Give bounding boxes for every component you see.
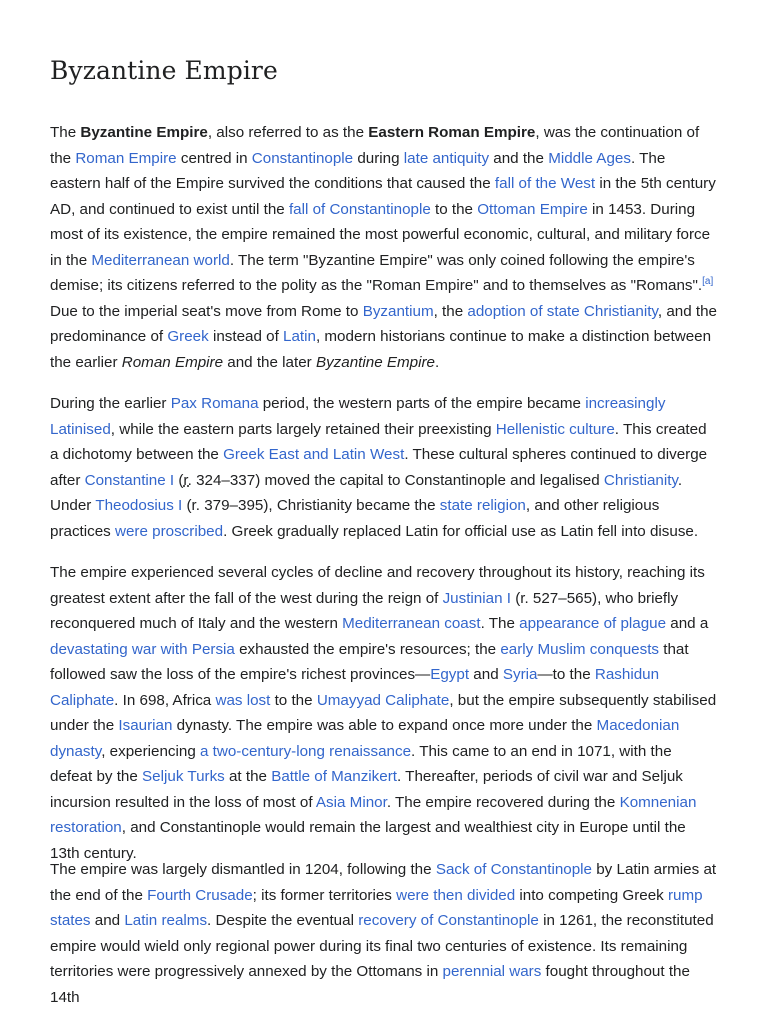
link-rashidun-caliphate[interactable]: Rashidun Caliphate <box>50 666 660 709</box>
text: 324–337) moved the capital to Constantinople and legalised <box>191 471 604 489</box>
link-late-antiquity[interactable]: late antiquity <box>403 149 490 167</box>
text: , experiencing <box>101 742 200 760</box>
link-syria[interactable]: Syria <box>502 666 538 683</box>
link-increasingly-latinised[interactable]: increasingly Latinised <box>50 395 666 438</box>
text: . The eastern half of the Empire survived the conditions that caused the <box>50 149 666 192</box>
text: . The term "Byzantine Empire" was only coined following the empire's demise; its citizens referred to the polity as the "Roman Empire" and to themselves as "Romans". <box>50 251 703 294</box>
link-were-proscribed[interactable]: were proscribed <box>115 522 224 540</box>
text: ; its former territories <box>252 886 397 904</box>
link-mediterranean-coast[interactable]: Mediterranean coast <box>342 615 481 632</box>
text: dynasty. The empire was able to expand once more under the <box>172 717 597 734</box>
footnote-link[interactable]: [a] <box>702 275 714 287</box>
link-rump-states[interactable]: rump states <box>50 886 703 929</box>
link-middle-ages[interactable]: Middle Ages <box>548 149 631 167</box>
link-hellenistic-culture[interactable]: Hellenistic culture <box>495 420 615 438</box>
text: fought throughout the 14th <box>50 963 690 1006</box>
bold-term: Eastern Roman Empire <box>368 124 536 141</box>
link-roman-empire[interactable]: Roman Empire <box>75 149 177 167</box>
text: , also referred to as the <box>207 124 369 141</box>
text: , while the eastern parts largely retained their preexisting <box>110 420 496 438</box>
link-macedonian-dynasty[interactable]: Macedonian dynasty <box>50 717 680 760</box>
text: , modern historians continue to make a distinction between the earlier <box>50 328 712 371</box>
link-byzantium[interactable]: Byzantium <box>362 302 434 320</box>
link-mediterranean-world[interactable]: Mediterranean world <box>91 251 230 269</box>
italic-term: Byzantine Empire <box>315 353 435 371</box>
link-pax-romana[interactable]: Pax Romana <box>170 395 259 412</box>
text: , and Constantinople would remain the largest and wealthiest city in Europe until the 13th century. <box>50 819 686 862</box>
text: , was the continuation of the <box>50 124 700 167</box>
text: During the earlier <box>50 395 171 412</box>
link-recovery-of-constantinople[interactable]: recovery of Constantinople <box>358 912 539 929</box>
text: at the <box>224 768 272 785</box>
text: . In 698, Africa <box>114 691 216 709</box>
text: . Thereafter, periods of civil war and Seljuk incursion resulted in the loss of most of <box>50 768 683 811</box>
link-state-religion[interactable]: state religion <box>439 497 526 514</box>
link-renaissance[interactable]: a two-century-long renaissance <box>200 742 412 760</box>
link-komnenian-restoration[interactable]: Komnenian restoration <box>50 793 697 836</box>
text: , but the empire subsequently stabilised under the <box>50 691 717 734</box>
text: instead of <box>208 328 284 345</box>
link-fall-of-the-west[interactable]: fall of the West <box>494 175 596 192</box>
text: . These cultural spheres continued to diverge after <box>50 446 708 489</box>
link-battle-of-manzikert[interactable]: Battle of Manzikert <box>271 768 397 785</box>
link-latin-realms[interactable]: Latin realms <box>124 912 208 929</box>
bold-term: Byzantine Empire <box>80 124 208 141</box>
link-theodosius-i[interactable]: Theodosius I <box>95 497 183 514</box>
text: that followed saw the loss of the empire's richest provinces— <box>50 640 689 683</box>
link-greek-east-latin-west[interactable]: Greek East and Latin West <box>223 446 405 463</box>
text: . Greek gradually replaced Latin for official use as Latin fell into disuse. <box>223 522 699 540</box>
link-christianity[interactable]: Christianity <box>603 471 678 489</box>
text: to the <box>270 691 317 709</box>
link-adoption-of-state-christianity[interactable]: adoption of state Christianity <box>467 302 658 320</box>
link-umayyad-caliphate[interactable]: Umayyad Caliphate <box>316 691 450 709</box>
paragraph-3 <box>50 560 718 866</box>
link-sack-of-constantinople[interactable]: Sack of Constantinople <box>435 861 593 878</box>
text: —to the <box>537 666 595 683</box>
link-fall-of-constantinople[interactable]: fall of Constantinople <box>288 200 431 218</box>
link-constantine-i[interactable]: Constantine I <box>84 471 175 489</box>
link-were-then-divided[interactable]: were then divided <box>396 886 516 904</box>
link-seljuk-turks[interactable]: Seljuk Turks <box>142 768 225 785</box>
text: (r. 379–395), Christianity became the <box>182 497 440 514</box>
text: period, the western parts of the empire became <box>258 395 586 412</box>
text: ( <box>174 471 184 489</box>
link-egypt[interactable]: Egypt <box>430 666 470 683</box>
text: and <box>469 666 503 683</box>
text: . Despite the eventual <box>207 912 359 929</box>
link-asia-minor[interactable]: Asia Minor <box>315 793 387 811</box>
text: and the later <box>223 353 316 371</box>
text: , the <box>433 302 468 320</box>
text: . This came to an end in 1071, with the defeat by the <box>50 742 672 785</box>
paragraph-4 <box>50 857 718 1010</box>
link-latin[interactable]: Latin <box>283 328 316 345</box>
link-war-with-persia[interactable]: devastating war with Persia <box>50 640 235 658</box>
text: The <box>50 124 81 141</box>
text: The empire was largely dismantled in 1204, following the <box>50 861 436 878</box>
text: (r. 527–565), who briefly reconquered much of Italy and the western <box>50 589 679 632</box>
text: and <box>90 912 125 929</box>
link-fourth-crusade[interactable]: Fourth Crusade <box>147 886 253 904</box>
link-was-lost[interactable]: was lost <box>215 691 271 709</box>
page-title: Byzantine Empire <box>50 56 278 85</box>
text: . Under <box>50 471 683 514</box>
text: exhausted the empire's resources; the <box>234 640 501 658</box>
text: by Latin armies at the end of the <box>50 861 717 904</box>
link-constantinople[interactable]: Constantinople <box>251 149 354 167</box>
text: The empire experienced several cycles of decline and recovery throughout its history, reaching its greatest extent after the fall of the west during the reign of <box>50 564 705 607</box>
text: in the 5th century AD, and continued to exist until the <box>50 175 716 218</box>
link-appearance-of-plague[interactable]: appearance of plague <box>519 615 667 632</box>
text: into competing Greek <box>515 886 668 904</box>
text: during <box>353 149 404 167</box>
text: and the <box>489 149 549 167</box>
text: . This created a dichotomy between the <box>50 420 707 463</box>
italic-term: Roman Empire <box>121 353 224 371</box>
link-greek[interactable]: Greek <box>167 328 209 345</box>
text: Due to the imperial seat's move from Rome to <box>50 302 363 320</box>
text: and a <box>666 615 709 632</box>
paragraph-1 <box>50 120 718 375</box>
text: . <box>434 353 440 371</box>
paragraph-2 <box>50 391 718 544</box>
link-ottoman-empire[interactable]: Ottoman Empire <box>477 200 588 218</box>
text: , and the predominance of <box>50 302 718 345</box>
text: in 1261, the reconstituted empire would wield only regional power during its final two centuries of existence. Its remaining territories were progressively annexed by the Ottomans in <box>50 912 714 980</box>
reign-abbreviation: r. <box>183 471 192 489</box>
text: . The <box>480 615 520 632</box>
link-perennial-wars[interactable]: perennial wars <box>442 963 542 980</box>
text: . The empire recovered during the <box>386 793 620 811</box>
link-isaurian[interactable]: Isaurian <box>118 717 173 734</box>
text: centred in <box>176 149 252 167</box>
link-early-muslim-conquests[interactable]: early Muslim conquests <box>500 640 660 658</box>
text: in 1453. During most of its existence, the empire remained the most powerful economic, cultural, and military force in the <box>50 200 711 269</box>
link-justinian-i[interactable]: Justinian I <box>442 589 511 607</box>
text: to the <box>430 200 478 218</box>
text: , and other religious practices <box>50 497 660 540</box>
